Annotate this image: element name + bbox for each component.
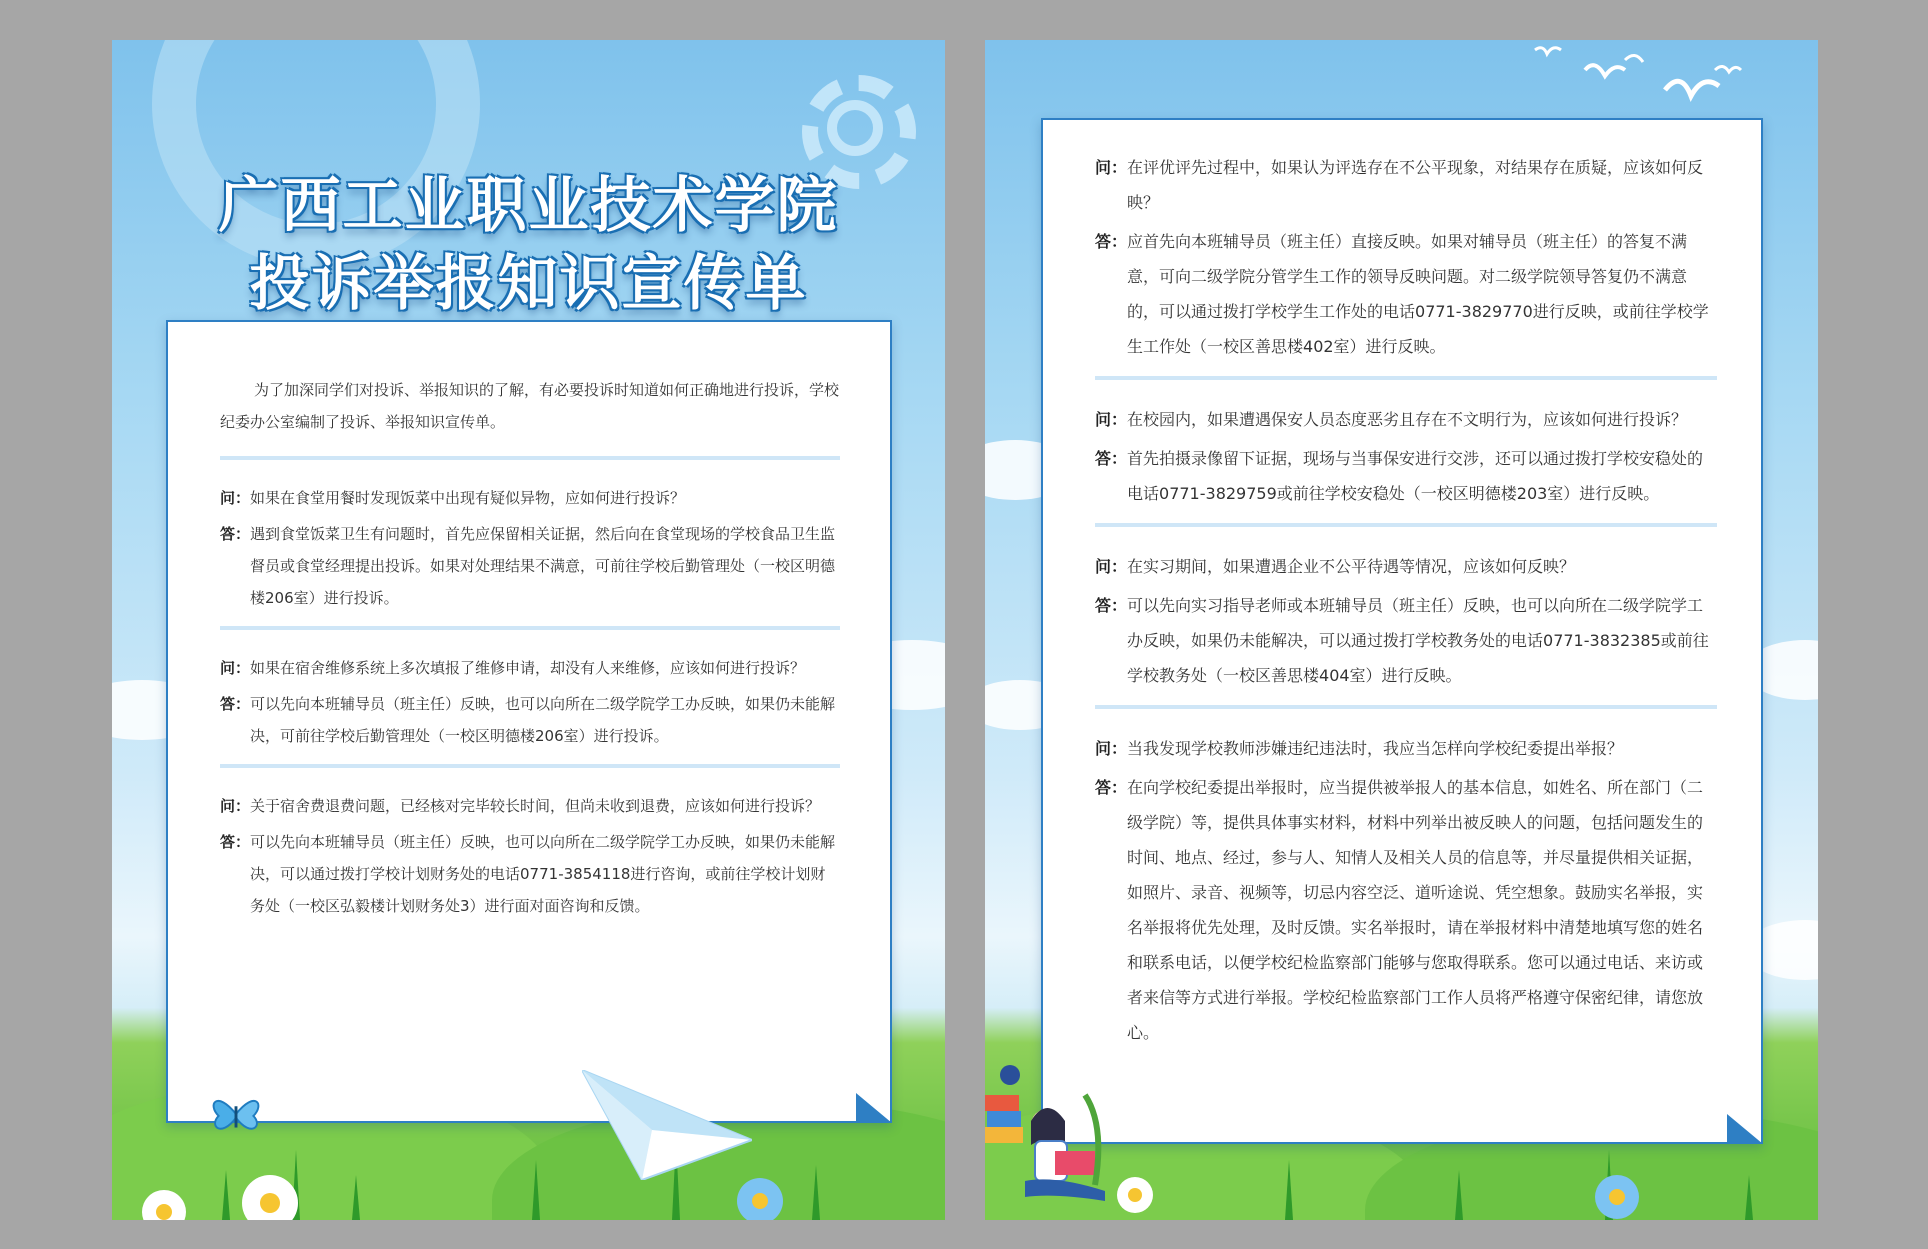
answer-label: 答： [1095,449,1128,468]
flower-center [260,1193,280,1213]
grass-decoration [532,1160,540,1220]
divider [220,764,840,768]
grass-decoration [1745,1175,1753,1220]
divider [220,626,840,630]
page-curl-decoration [856,1093,892,1123]
divider [1095,376,1717,380]
question-label: 问： [1095,158,1128,177]
right-leaflet-page [985,40,1818,1220]
qa-item [1095,549,1717,693]
grass-decoration [812,1165,820,1220]
qa-item [1095,150,1717,364]
question-text: 关于宿舍费退费问题，已经核对完毕较长时间，但尚未收到退费，应该如何进行投诉？ [250,797,821,815]
divider [220,456,840,460]
answer-label: 答： [1095,596,1128,615]
paper-plane-icon [582,1070,752,1180]
flower-center [156,1204,172,1220]
page-title-line2: 投诉举报知识宣传单 [249,249,808,319]
intro-paragraph: 为了加深同学们对投诉、举报知识的了解，有必要投诉时知道如何正确地进行投诉，学校纪委办公室编制了投诉、举报知识宣传单。 [220,381,840,431]
question-text: 当我发现学校教师涉嫌违纪违法时，我应当怎样向学校纪委提出举报？ [1127,739,1624,758]
question-label: 问： [1095,557,1128,576]
answer-label: 答： [1095,232,1128,251]
answer-text: 可以先向本班辅导员（班主任）反映，也可以向所在二级学院学工办反映，如果仍未能解决，可以通过拨打学校计划财务处的电话0771-3854118进行咨询，或前往学校计划财务处（一校区弘毅楼计划财务处3）进行面对面咨询和反馈。 [250,833,836,915]
flower-center [1609,1189,1625,1205]
divider [1095,523,1717,527]
flower-center [752,1193,768,1209]
answer-label: 答： [220,525,251,543]
answer-label: 答： [220,695,251,713]
page-curl-decoration [1727,1114,1763,1144]
answer-text: 首先拍摄录像留下证据，现场与当事保安进行交涉，还可以通过拨打学校安稳处的电话0771-3829759或前往学校安稳处（一校区明德楼203室）进行反映。 [1127,449,1704,503]
qa-item [220,790,840,922]
question-text: 如果在宿舍维修系统上多次填报了维修申请，却没有人来维修，应该如何进行投诉？ [250,659,806,677]
question-text: 如果在食堂用餐时发现饭菜中出现有疑似异物，应如何进行投诉？ [250,489,686,507]
question-label: 问： [220,659,251,677]
grass-decoration [1455,1170,1463,1220]
left-leaflet-page [112,40,945,1220]
question-label: 问： [220,797,251,815]
question-label: 问： [1095,739,1128,758]
answer-text: 可以先向本班辅导员（班主任）反映，也可以向所在二级学院学工办反映，如果仍未能解决，可前往学校后勤管理处（一校区明德楼206室）进行投诉。 [250,695,836,745]
grass-decoration [1285,1160,1293,1220]
gear-core-decoration [827,100,883,156]
question-text: 在校园内，如果遭遇保安人员态度恶劣且存在不文明行为，应该如何进行投诉？ [1127,410,1688,429]
qa-item [220,652,840,752]
question-text: 在实习期间，如果遭遇企业不公平待遇等情况，应该如何反映？ [1127,557,1576,576]
question-label: 问： [1095,410,1128,429]
reading-girl-illustration-icon [985,1055,1195,1220]
qa-item [1095,731,1717,1050]
question-label: 问： [220,489,251,507]
grass-decoration [352,1175,360,1220]
divider [1095,705,1717,709]
qa-item [220,482,840,614]
answer-text: 遇到食堂饭菜卫生有问题时，首先应保留相关证据，然后向在食堂现场的学校食品卫生监督员或食堂经理提出投诉。如果对处理结果不满意，可前往学校后勤管理处（一校区明德楼206室）进行投诉。 [250,525,836,607]
page-title-line1: 广西工业职业技术学院 [218,171,839,241]
answer-text: 可以先向实习指导老师或本班辅导员（班主任）反映，也可以向所在二级学院学工办反映，如果仍未能解决，可以通过拨打学校教务处的电话0771-3832385或前往学校教务处（一校区善思楼404室）进行反映。 [1127,596,1709,685]
grass-decoration [222,1170,230,1220]
answer-text: 应首先向本班辅导员（班主任）直接反映。如果对辅导员（班主任）的答复不满意，可向二级学院分管学生工作的领导反映问题。对二级学院领导答复仍不满意的，可以通过拨打学校学生工作处的电话0771-3829770进行反映，或前往学校学生工作处（一校区善思楼402室）进行反映。 [1127,232,1709,356]
question-text: 在评优评先过程中，如果认为评选存在不公平现象，对结果存在质疑，应该如何反映？ [1127,158,1704,212]
answer-label: 答： [220,833,251,851]
answer-text: 在向学校纪委提出举报时，应当提供被举报人的基本信息，如姓名、所在部门（二级学院）等，提供具体事实材料，材料中列举出被反映人的问题，包括问题发生的时间、地点、经过，参与人、知情人及相关人员的信息等，并尽量提供相关证据，如照片、录音、视频等，切忌内容空泛、道听途说、凭空想象。鼓励实名举报，实名举报将优先处理，及时反馈。实名举报时，请在举报材料中清楚地填写您的姓名和联系电话，以便学校纪检监察部门能够与您取得联系。您可以通过电话、来访或者来信等方式进行举报。学校纪检监察部门工作人员将严格遵守保密纪律，请您放心。 [1127,778,1704,1042]
content-card [1041,118,1763,1144]
answer-label: 答： [1095,778,1128,797]
qa-item [1095,402,1717,511]
butterfly-icon [207,1085,265,1143]
content-card [166,320,892,1123]
